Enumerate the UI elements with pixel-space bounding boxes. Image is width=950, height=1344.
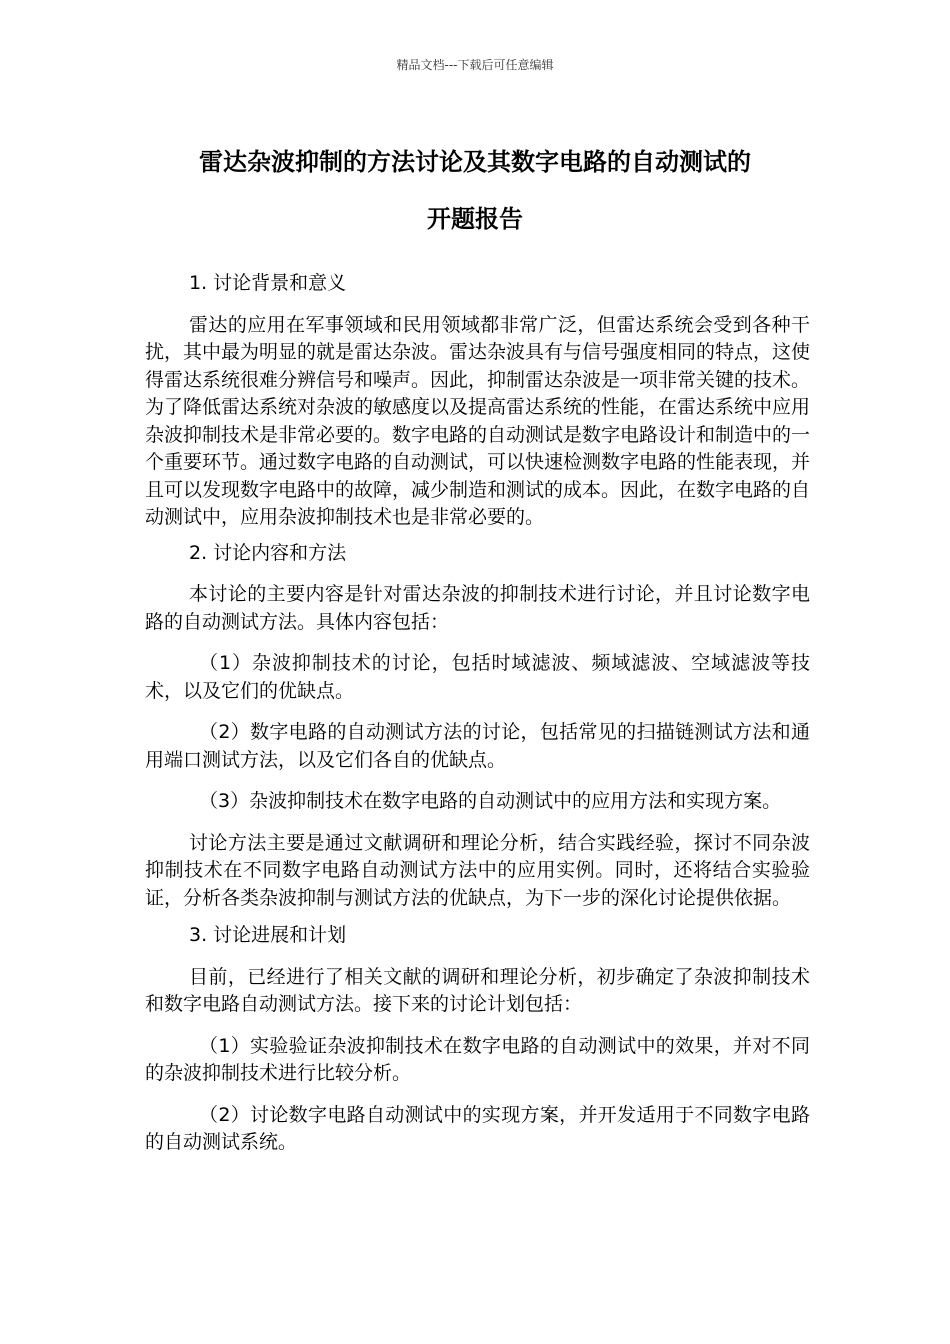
section-2-item-1: （1）杂波抑制技术的讨论，包括时域滤波、频域滤波、空域滤波等技术，以及它们的优缺点。: [145, 652, 810, 702]
section-2-method: 讨论方法主要是通过文献调研和理论分析，结合实践经验，探讨不同杂波抑制技术在不同数字电路自动测试方法中的应用实例。同时，还将结合实验验证，分析各类杂波抑制与测试方法的优缺点，为下一步的深化讨论提供依据。: [145, 831, 810, 909]
document-title: [130, 134, 820, 248]
title-line-2: 开题报告: [427, 205, 523, 233]
section-1-heading: 1. 讨论背景和意义: [189, 272, 347, 294]
section-1-paragraph: 雷达的应用在军事领域和民用领域都非常广泛，但雷达系统会受到各种干扰，其中最为明显的就是雷达杂波。雷达杂波具有与信号强度相同的特点，这使得雷达系统很难分辨信号和噪声。因此，抑制雷达杂波是一项非常关键的技术。为了降低雷达系统对杂波的敏感度以及提高雷达系统的性能，在雷达系统中应用杂波抑制技术是非常必要的。数字电路的自动测试是数字电路设计和制造中的一个重要环节。通过数字电路的自动测试，可以快速检测数字电路的性能表现，并且可以发现数字电路中的故障，减少制造和测试的成本。因此，在数字电路的自动测试中，应用杂波抑制技术也是非常必要的。: [145, 313, 811, 528]
section-2-intro: 本讨论的主要内容是针对雷达杂波的抑制技术进行讨论，并且讨论数字电路的自动测试方法。具体内容包括：: [145, 583, 810, 633]
document-body: [145, 270, 810, 1157]
title-line-1: 雷达杂波抑制的方法讨论及其数字电路的自动测试的: [199, 148, 751, 176]
header-note: 精品文档---下载后可任意编辑: [396, 58, 554, 72]
section-3-intro: 目前，已经进行了相关文献的调研和理论分析，初步确定了杂波抑制技术和数字电路自动测试方法。接下来的讨论计划包括：: [145, 965, 810, 1015]
section-3-item-2: （2）讨论数字电路自动测试中的实现方案，并开发适用于不同数字电路的自动测试系统。: [145, 1103, 810, 1153]
section-2-item-2: （2）数字电路的自动测试方法的讨论，包括常见的扫描链测试方法和通用端口测试方法，以及它们各自的优缺点。: [145, 721, 810, 771]
section-3-heading: 3. 讨论进展和计划: [189, 924, 347, 946]
section-2-heading: 2. 讨论内容和方法: [189, 541, 347, 564]
section-2-item-3: （3）杂波抑制技术在数字电路的自动测试中的应用方法和实现方案。: [199, 790, 782, 812]
section-3-item-1: （1）实验验证杂波抑制技术在数字电路的自动测试中的效果，并对不同的杂波抑制技术进行比较分析。: [145, 1034, 810, 1084]
